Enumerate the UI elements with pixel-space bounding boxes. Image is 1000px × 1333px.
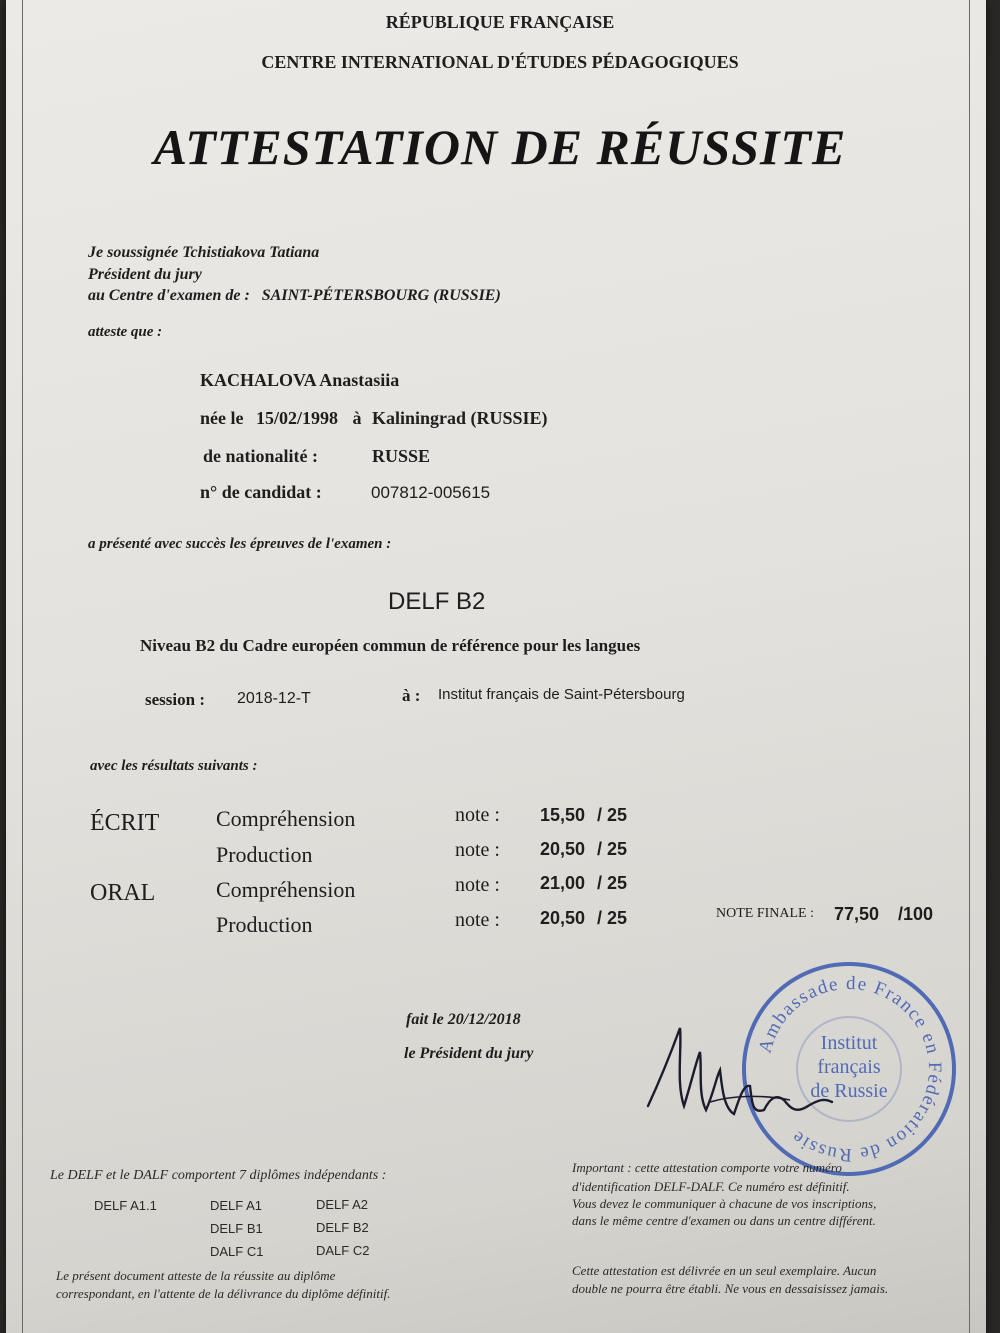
exam-level: Niveau B2 du Cadre européen commun de référence pour les langues: [140, 636, 641, 655]
stamp-center-line3: de Russie: [810, 1080, 888, 1102]
institute-at-label: à :: [402, 686, 421, 705]
header-republic: RÉPUBLIQUE FRANÇAISE: [385, 12, 615, 32]
result-max: / 25: [597, 839, 628, 859]
stamp-center-line2: français: [817, 1056, 881, 1078]
note-label: note :: [455, 874, 500, 896]
diploma-item: DELF A1.1: [94, 1198, 157, 1213]
nationality-label: de nationalité :: [203, 446, 318, 466]
final-note-label: NOTE FINALE :: [716, 906, 814, 921]
born-place: Kaliningrad (RUSSIE): [372, 408, 548, 428]
diploma-note-line2: correspondant, en l'attente de la délivrance du diplôme définitif.: [56, 1286, 391, 1301]
born-date: 15/02/1998: [255, 408, 338, 428]
handwritten-signature: [640, 1010, 840, 1140]
institute-name: Institut français de Saint-Pétersbourg: [438, 686, 685, 703]
stamp-center-line1: Institut: [820, 1032, 878, 1054]
nationality-value: RUSSE: [372, 446, 431, 466]
single-copy-line1: Cette attestation est délivrée en un seul exemplaire. Aucun: [572, 1263, 877, 1278]
header-centre: CENTRE INTERNATIONAL D'ÉTUDES PÉDAGOGIQUES: [261, 52, 739, 72]
single-copy-line2: double ne pourra être établi. Ne vous en dessaisissez jamais.: [572, 1281, 889, 1296]
diploma-note-line1: Le présent document atteste de la réussite au diplôme: [56, 1268, 336, 1283]
ecrit-label: ÉCRIT: [90, 810, 160, 836]
result-score: 15,50: [540, 805, 586, 825]
candidate-name: KACHALOVA Anastasiia: [200, 370, 400, 390]
diplomas-intro: Le DELF et le DALF comportent 7 diplômes indépendants :: [50, 1168, 387, 1183]
candidate-birth: [200, 408, 548, 429]
result-skill: Compréhension: [216, 806, 356, 831]
exam-centre-label: au Centre d'examen de :: [88, 287, 250, 304]
important-line3: Vous devez le communiquer à chacune de vos inscriptions,: [572, 1196, 877, 1211]
note-label: note :: [455, 839, 500, 861]
final-note-max: /100: [898, 904, 934, 924]
document-title: ATTESTATION DE RÉUSSITE: [153, 119, 847, 175]
candidate-number-label: n° de candidat :: [200, 482, 322, 502]
signatory-line: Je soussignée Tchistiakova Tatiana: [88, 244, 320, 261]
oral-label: ORAL: [90, 880, 156, 906]
result-score: 20,50: [540, 908, 586, 928]
important-line1: Important : cette attestation comporte votre numéro: [572, 1160, 842, 1175]
note-label: note :: [455, 804, 500, 826]
born-label: née le: [200, 408, 244, 428]
results-intro: avec les résultats suivants :: [90, 758, 258, 774]
signatory-role: Président du jury: [88, 266, 202, 283]
diploma-item: DELF B2: [316, 1220, 369, 1235]
result-skill: Compréhension: [216, 877, 356, 902]
result-skill: Production: [216, 912, 313, 937]
diploma-item: DELF B1: [210, 1221, 263, 1236]
exam-name: DELF B2: [388, 588, 486, 615]
date-line: fait le 20/12/2018: [406, 1011, 521, 1028]
final-note-score: 77,50: [834, 904, 880, 924]
result-max: / 25: [597, 908, 628, 928]
born-at: à: [352, 408, 362, 428]
result-max: / 25: [597, 873, 628, 893]
result-score: 20,50: [540, 839, 586, 859]
result-score: 21,00: [540, 873, 586, 893]
result-max: / 25: [597, 805, 628, 825]
exam-centre-line: [88, 287, 501, 305]
exam-intro: a présenté avec succès les épreuves de l'examen :: [88, 536, 392, 552]
atteste-label: atteste que :: [88, 324, 163, 340]
important-line4: dans le même centre d'examen ou dans un centre différent.: [572, 1213, 876, 1228]
diploma-item: DALF C1: [210, 1244, 264, 1259]
stamp-ring-label: Ambassade de France en Fédération de Russie: [754, 972, 946, 1166]
important-line2: d'identification DELF-DALF. Ce numéro est définitif.: [572, 1179, 850, 1194]
jury-president-label: le Président du jury: [404, 1045, 534, 1062]
diploma-item: DELF A1: [210, 1198, 263, 1213]
session-label: session :: [145, 690, 205, 709]
exam-centre-name: SAINT-PÉTERSBOURG (RUSSIE): [261, 287, 501, 304]
diploma-item: DELF A2: [316, 1197, 369, 1212]
session-value: 2018-12-T: [237, 690, 311, 707]
candidate-number: 007812-005615: [371, 483, 491, 502]
note-label: note :: [455, 909, 500, 931]
result-skill: Production: [216, 842, 313, 867]
diploma-item: DALF C2: [316, 1243, 370, 1258]
